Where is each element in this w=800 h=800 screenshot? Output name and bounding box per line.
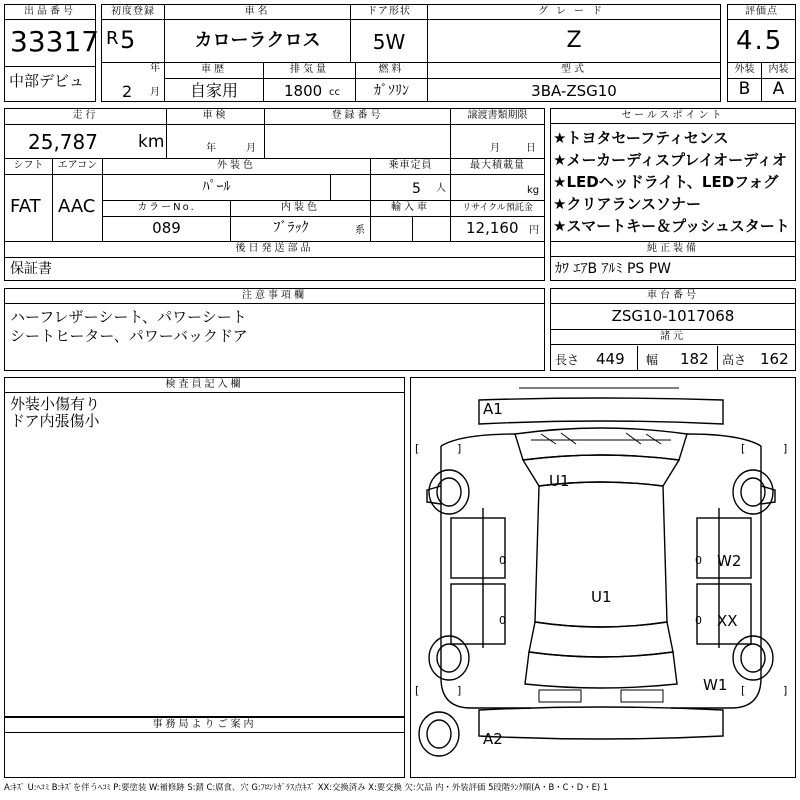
inspector-line: ドア内張傷小 — [10, 412, 100, 430]
first-reg-month: 2 — [122, 82, 133, 101]
dim-width-value: 182 — [680, 350, 709, 368]
dim-height-label: 高さ — [722, 353, 747, 367]
displacement-label: 排気量 — [290, 64, 329, 75]
mileage-value: 25,787 — [28, 130, 98, 154]
mileage-unit: km — [138, 132, 165, 152]
svg-text:0: 0 — [695, 554, 702, 567]
genuine-equipment-value: ｶﾜ ｴｱB ｱﾙﾐ PS PW — [555, 261, 672, 277]
notes-line: シートヒーター、パワーバックドア — [10, 327, 248, 345]
aircon-label: エアコン — [57, 160, 98, 171]
transfer-deadline-label: 譲渡書類期限 — [467, 110, 528, 121]
diagram-mark: XX — [717, 612, 738, 630]
legend-text: A:ｷｽﾞ U:ﾍｺﾐ B:ｷｽﾞを伴うﾍｺﾐ P:要塗装 W:補修跡 S:錆 C:腐食、穴 G:ﾌﾛﾝﾄｶﾞﾗｽ点ｷｽﾞ XX:交換済み X:要交換 欠:欠品 内・外装評価 5段階ﾗﾝｸ順(A・B・C・D・E) 1 — [4, 783, 609, 792]
dim-height-value: 162 — [760, 350, 789, 368]
transfer-month-unit: 月 — [490, 143, 500, 154]
transfer-day-unit: 日 — [526, 143, 536, 154]
capacity-label: 乗車定員 — [388, 160, 433, 171]
lot-label: 出品番号 — [5, 5, 95, 20]
notes-label: 注意事項欄 — [5, 289, 544, 304]
dimensions-label: 諸元 — [551, 330, 795, 345]
score-value: 4.5 — [736, 26, 784, 56]
first-reg-year: 5 — [120, 26, 136, 54]
first-reg-label: 初度登録 — [111, 6, 155, 17]
dim-width-label: 幅 — [646, 353, 659, 367]
score-ext-value: B — [738, 79, 751, 99]
lot-number: 33317 — [10, 25, 100, 58]
svg-text:]: ] — [783, 684, 788, 697]
venue-name: 中部デビュ — [9, 72, 85, 90]
model-label: 型式 — [561, 64, 587, 75]
displacement-value: 1800 — [284, 82, 323, 100]
svg-text:[: [ — [741, 684, 746, 697]
grade-label: グレード — [538, 6, 610, 17]
score-int-label: 内装 — [768, 64, 789, 75]
dim-length-label: 長さ — [555, 353, 580, 367]
diagram-mark: W2 — [717, 552, 742, 570]
max-load-unit: kg — [527, 185, 540, 196]
diagram-mark: A2 — [483, 730, 503, 748]
interior-color-value: ﾌﾞﾗｯｸ — [273, 220, 309, 236]
svg-text:[: [ — [741, 442, 746, 455]
svg-text:0: 0 — [499, 614, 506, 627]
mileage-label: 走行 — [72, 110, 99, 121]
diagram-mark: W1 — [703, 676, 728, 694]
diagram-mark: A1 — [483, 400, 503, 418]
color-no-label: カラーNo. — [137, 202, 196, 213]
aircon-value: AAC — [58, 196, 96, 217]
sales-point-item: ★トヨタセーフティセンス — [553, 129, 729, 147]
interior-color-label: 内装色 — [281, 202, 320, 213]
damage-diagram — [410, 377, 796, 778]
exterior-color-label: 外装色 — [217, 160, 256, 171]
sales-point-item: ★LEDヘッドライト、LEDフォグ — [553, 173, 779, 191]
svg-text:]: ] — [783, 442, 788, 455]
capacity-value: 5 — [412, 181, 421, 197]
chassis-label: 車台番号 — [551, 289, 795, 304]
sales-points-label: セールスポイント — [551, 109, 795, 124]
interior-color-unit: 系 — [355, 225, 365, 236]
later-parts-label: 後日発送部品 — [235, 243, 314, 254]
car-name-value: カローラクロス — [194, 30, 321, 51]
door-value: 5W — [372, 30, 406, 54]
inspection-label: 車検 — [202, 110, 229, 121]
diagram-mark: U1 — [591, 588, 612, 606]
inspection-month-unit: 月 — [246, 143, 256, 154]
svg-text:0: 0 — [499, 554, 506, 567]
grade-value: Z — [566, 28, 582, 53]
capacity-unit: 人 — [436, 183, 446, 194]
dim-length-value: 449 — [596, 350, 625, 368]
fuel-label: 燃料 — [378, 64, 405, 75]
sales-point-item: ★メーカーディスプレイオーディオ — [553, 151, 787, 169]
chassis-value: ZSG10-1017068 — [611, 307, 735, 325]
later-parts-value: 保証書 — [10, 261, 52, 277]
shift-label: シフト — [13, 160, 44, 171]
genuine-equipment-label: 純正装備 — [551, 242, 795, 257]
score-int-value: A — [772, 79, 785, 99]
car-outline-diagram — [411, 378, 795, 777]
history-label: 車歴 — [201, 64, 227, 75]
shift-value: FAT — [10, 196, 41, 217]
sales-point-item: ★クリアランスソナー — [553, 195, 701, 213]
score-ext-label: 外装 — [734, 64, 755, 75]
fuel-value: ｶﾞｿﾘﾝ — [374, 83, 409, 99]
score-label: 評価点 — [728, 5, 795, 20]
svg-text:]: ] — [457, 442, 462, 455]
svg-text:[: [ — [415, 442, 420, 455]
displacement-unit: cc — [329, 87, 340, 98]
inspector-line: 外装小傷有り — [10, 395, 101, 413]
history-value: 自家用 — [189, 81, 238, 100]
first-reg-era: R — [106, 28, 119, 49]
car-name-label: 車名 — [244, 6, 271, 17]
svg-text:0: 0 — [695, 614, 702, 627]
color-no-value: 089 — [152, 219, 181, 237]
import-label: 輸入車 — [391, 202, 430, 213]
recycle-label: リサイクル預託金 — [462, 203, 533, 213]
diagram-mark: U1 — [549, 472, 570, 490]
max-load-label: 最大積載量 — [470, 160, 525, 171]
svg-text:]: ] — [457, 684, 462, 697]
inspection-year-unit: 年 — [206, 143, 216, 154]
recycle-value: 12,160 — [466, 219, 519, 237]
svg-text:[: [ — [415, 684, 420, 697]
plate-label: 登録番号 — [331, 110, 384, 121]
first-reg-year-unit: 年 — [150, 63, 160, 74]
inspector-label: 検査員記入欄 — [5, 378, 404, 393]
recycle-unit: 円 — [529, 225, 539, 236]
sales-point-item: ★スマートキー＆プッシュスタート — [553, 217, 790, 235]
exterior-color-value: ﾊﾟｰﾙ — [202, 179, 231, 195]
first-reg-month-unit: 月 — [150, 87, 160, 98]
door-label: ドア形状 — [367, 6, 411, 17]
office-label: 事務局よりご案内 — [5, 718, 404, 733]
model-value: 3BA-ZSG10 — [531, 82, 617, 100]
notes-line: ハーフレザーシート、パワーシート — [10, 308, 247, 326]
